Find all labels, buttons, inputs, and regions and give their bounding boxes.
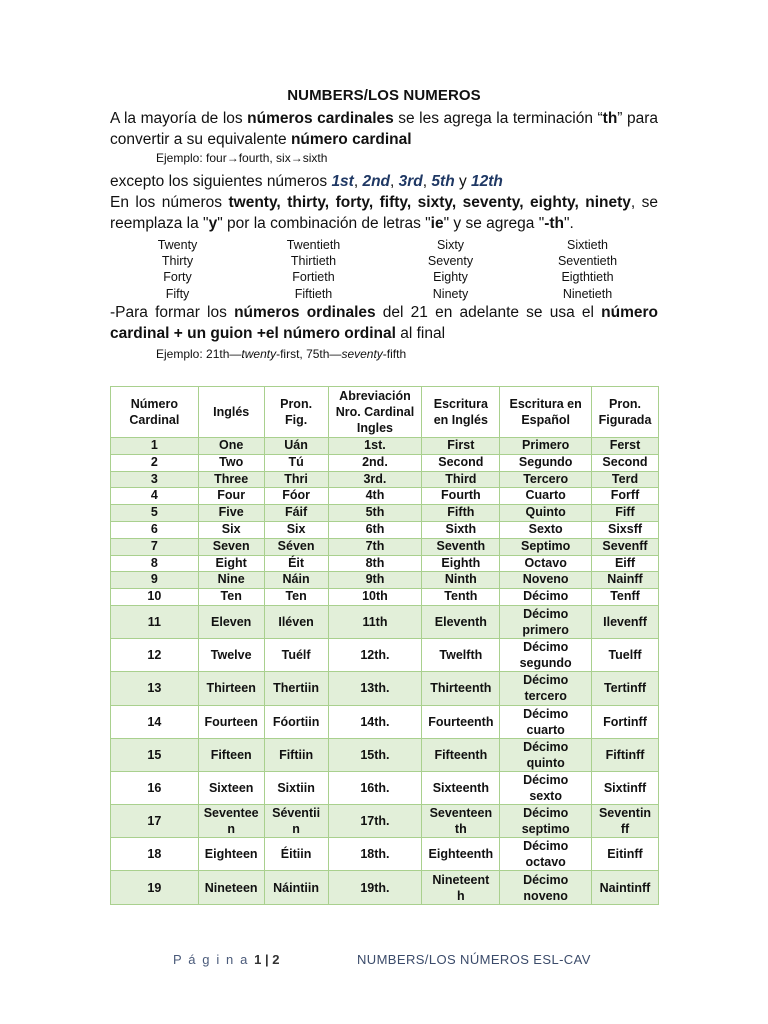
page-title: NUMBERS/LOS NUMEROS (287, 87, 481, 104)
cell-ord-es (500, 438, 592, 455)
cell-pron: Éit (264, 555, 328, 572)
highlight-number: 1st (331, 173, 354, 190)
table-row (111, 438, 659, 455)
cell-line: quinto (526, 755, 565, 770)
cell-line: Décimo (523, 607, 569, 622)
cell-abbr: 18th. (328, 838, 422, 871)
cell-ord-en: Fifteenth (422, 738, 500, 771)
header-line: Abreviación (339, 389, 411, 403)
cell-en: Five (198, 505, 264, 522)
cell-pron: Náintiin (264, 871, 328, 904)
cell-pron2: Eiff (592, 555, 659, 572)
cell-line: Septimo (521, 538, 571, 553)
cell-text: Seventin ff (598, 806, 652, 837)
numbers-table (110, 386, 659, 905)
cell-line: Octavo (524, 555, 567, 570)
tens-cell: Thirtieth (290, 254, 337, 269)
bold-text: -th (544, 215, 565, 232)
cell-num: 14 (111, 705, 199, 738)
cell-pron: Six (264, 521, 328, 538)
tens-cell: Twenty (157, 238, 198, 252)
text: -first, 75th— (276, 347, 342, 361)
cell-abbr: 12th. (328, 639, 422, 672)
cell-num: 18 (111, 838, 199, 871)
table-header-row (111, 387, 659, 438)
cell-ord-es (500, 838, 592, 871)
header-line: Número (130, 397, 178, 411)
cell-line: primero (522, 623, 569, 638)
header-line: Nro. Cardinal (335, 405, 415, 419)
text: , (422, 173, 432, 190)
table-row (111, 572, 659, 589)
table-row (111, 589, 659, 606)
cell-pron: Tuélf (264, 639, 328, 672)
cell-ord-es (500, 521, 592, 538)
cell-abbr: 1st. (328, 438, 422, 455)
tens-cell: Fifty (165, 286, 190, 301)
cell-ord-en: Eighth (422, 555, 500, 572)
cell-line: Tercero (523, 471, 569, 486)
cell-text: Seventee n (203, 806, 259, 837)
example-1: Ejemplo: four→fourth, six→sixth (156, 151, 328, 165)
text: " por la combinación de letras " (217, 215, 431, 232)
cell-text: Séventii n (272, 806, 321, 837)
tens-rule-paragraph (110, 192, 658, 234)
cell-abbr: 19th. (328, 871, 422, 904)
table-row (111, 672, 659, 705)
cell-ord-en: Eleventh (422, 605, 500, 638)
text: al final (395, 325, 446, 342)
cell-pron: Séven (264, 538, 328, 555)
header-line: Pron. (609, 397, 641, 411)
text: Ejemplo: 21th— (156, 347, 242, 361)
cell-num: 4 (111, 488, 199, 505)
cell-line: segundo (519, 656, 572, 671)
cell-ord-en: Sixteenth (422, 771, 500, 804)
cell-ord-en: Eighteenth (422, 838, 500, 871)
table-header-cell (264, 387, 328, 438)
cell-abbr: 11th (328, 605, 422, 638)
cell-ord-en: Twelfth (422, 639, 500, 672)
cell-ord-es (500, 572, 592, 589)
cell-pron2: Fortinff (592, 705, 659, 738)
table-row (111, 871, 659, 904)
cell-ord-en: Thirteenth (422, 672, 500, 705)
cell-pron: Náin (264, 572, 328, 589)
bold-text: números cardinales (247, 110, 394, 127)
tens-row (110, 253, 658, 269)
cell-line: sexto (529, 789, 562, 803)
cell-line: Noveno (522, 572, 569, 587)
tens-cell: Seventy (427, 254, 474, 269)
cell-ord-es (500, 454, 592, 471)
table-row (111, 538, 659, 555)
cell-ord-es (500, 639, 592, 672)
cell-ord-en: Seventh (422, 538, 500, 555)
table-row (111, 771, 659, 804)
tens-cell: Forty (163, 270, 192, 285)
table-header-cell (328, 387, 422, 438)
cell-num: 6 (111, 521, 199, 538)
cell-en: One (198, 438, 264, 455)
bold-text: números ordinales (234, 304, 376, 321)
bold-text: th (602, 110, 618, 127)
cell-ord-es (500, 471, 592, 488)
tens-cell: Seventieth (557, 254, 618, 269)
tens-row (110, 237, 658, 253)
cell-pron: Sixtiin (264, 771, 328, 804)
cell-abbr: 5th (328, 505, 422, 522)
cell-ord-en: Fifth (422, 505, 500, 522)
cell-pron2: Fiff (592, 505, 659, 522)
text: , (390, 173, 399, 190)
table-row (111, 454, 659, 471)
cell-pron2: Second (592, 454, 659, 471)
tens-cell: Ninetieth (562, 286, 613, 301)
cell-ord-en: First (422, 438, 500, 455)
cell-en: Twelve (198, 639, 264, 672)
cell-ord-en: Ninth (422, 572, 500, 589)
cell-pron (264, 805, 328, 838)
table-row (111, 639, 659, 672)
cell-num: 3 (111, 471, 199, 488)
cell-pron: Tú (264, 454, 328, 471)
text: se les agrega la terminación “ (393, 110, 603, 127)
cell-line: cuarto (526, 722, 565, 737)
cell-line: Décimo (523, 589, 569, 604)
highlight-number: 3rd (398, 173, 423, 190)
cell-ord-en: Third (422, 471, 500, 488)
header-line: Escritura (433, 397, 488, 411)
cell-line: Décimo (523, 773, 569, 787)
page-label: P á g i n a (173, 952, 249, 967)
cell-line: Décimo (523, 806, 569, 821)
cell-abbr: 14th. (328, 705, 422, 738)
cell-pron: Fóortiin (264, 705, 328, 738)
cell-pron2: Sevenff (592, 538, 659, 555)
cell-num: 17 (111, 805, 199, 838)
cell-en: Ten (198, 589, 264, 606)
cell-line: Décimo (523, 872, 569, 887)
cell-num: 12 (111, 639, 199, 672)
table-row (111, 471, 659, 488)
table-header-cell (592, 387, 659, 438)
cell-pron2: Sixtinff (592, 771, 659, 804)
cell-pron2: Tertinff (592, 672, 659, 705)
cell-pron: Ten (264, 589, 328, 606)
cell-abbr: 9th (328, 572, 422, 589)
cell-num: 1 (111, 438, 199, 455)
current-page: 1 (254, 952, 262, 967)
cell-ord-es (500, 505, 592, 522)
page-separator: | (261, 952, 273, 967)
cell-en: Eight (198, 555, 264, 572)
intro-paragraph (110, 108, 658, 150)
table-body (111, 438, 659, 905)
cell-abbr: 3rd. (328, 471, 422, 488)
table-row (111, 838, 659, 871)
bold-text: ie (430, 215, 444, 232)
cell-pron: Fóor (264, 488, 328, 505)
tens-cell: Fortieth (292, 270, 335, 285)
cell-en: Sixteen (198, 771, 264, 804)
tens-cell: Eighty (433, 270, 468, 285)
tens-cell: Twentieth (286, 238, 341, 252)
cell-abbr: 13th. (328, 672, 422, 705)
text: En los números (110, 194, 229, 211)
cell-ord-en: Second (422, 454, 500, 471)
cell-num: 5 (111, 505, 199, 522)
cell-en: Two (198, 454, 264, 471)
cell-num: 2 (111, 454, 199, 471)
header-line: Ingles (356, 421, 394, 435)
cell-ord-es (500, 555, 592, 572)
cell-en: Eighteen (198, 838, 264, 871)
cell-text: Nineteent h (432, 872, 490, 903)
bold-text: y (208, 215, 218, 232)
cell-num: 10 (111, 589, 199, 606)
cell-line: tercero (524, 689, 567, 704)
highlight-number: 12th (471, 173, 503, 190)
cell-en (198, 805, 264, 838)
cell-line: Segundo (518, 454, 573, 469)
cell-en: Nine (198, 572, 264, 589)
table-header-cell (111, 387, 199, 438)
cell-pron: Uán (264, 438, 328, 455)
table-row (111, 738, 659, 771)
cell-line: octavo (525, 855, 566, 870)
cell-en: Fourteen (198, 705, 264, 738)
cell-pron2: Tenff (592, 589, 659, 606)
total-pages: 2 (272, 952, 280, 967)
cell-ord-es (500, 805, 592, 838)
page-number (173, 952, 279, 967)
cell-ord-es (500, 589, 592, 606)
cell-ord-en: Tenth (422, 589, 500, 606)
cell-line: Décimo (523, 706, 569, 721)
cell-pron2 (592, 805, 659, 838)
cell-pron2: Tuelff (592, 639, 659, 672)
tens-cell: Fiftieth (294, 286, 333, 301)
tens-cell: Sixty (436, 238, 465, 252)
cell-abbr: 15th. (328, 738, 422, 771)
text: , se reemplaza la " (110, 194, 659, 232)
cell-line: Décimo (523, 739, 569, 754)
cell-en: Seven (198, 538, 264, 555)
cell-ord-en: Fourth (422, 488, 500, 505)
cell-en: Thirteen (198, 672, 264, 705)
footer-doc-title: NUMBERS/LOS NÚMEROS ESL-CAV (357, 952, 591, 967)
exceptions-paragraph (110, 171, 658, 192)
text: y (454, 173, 472, 190)
bold-text: número cardinal (290, 131, 412, 148)
cell-abbr: 2nd. (328, 454, 422, 471)
cell-ord-en: Fourteenth (422, 705, 500, 738)
cell-line: Décimo (523, 640, 569, 655)
cell-pron: Iléven (264, 605, 328, 638)
header-line: en Inglés (433, 413, 488, 427)
cell-ord-es (500, 488, 592, 505)
cell-num: 9 (111, 572, 199, 589)
tens-cell: Eigthtieth (561, 270, 614, 285)
cell-line: Décimo (523, 673, 569, 688)
cell-ord-es (500, 771, 592, 804)
cell-abbr: 10th (328, 589, 422, 606)
cell-en: Nineteen (198, 871, 264, 904)
cell-num: 7 (111, 538, 199, 555)
cell-en: Fifteen (198, 738, 264, 771)
ordinals-21-paragraph (110, 302, 658, 344)
cell-num: 15 (111, 738, 199, 771)
tens-cell: Thirty (161, 254, 194, 269)
highlight-number: 5th (431, 173, 455, 190)
text: ". (564, 215, 574, 232)
tens-cell: Ninety (432, 286, 469, 301)
cell-pron2: Ferst (592, 438, 659, 455)
bold-text: número cardinal + un guion +el número ordinal (110, 304, 659, 342)
header-line: Escritura en (509, 397, 582, 411)
text: -fifth (382, 347, 407, 361)
cell-line: Primero (522, 438, 570, 452)
table-header-cell (500, 387, 592, 438)
italic-text: twenty (241, 347, 277, 361)
italic-text: seventy (341, 347, 383, 361)
cell-en: Three (198, 471, 264, 488)
highlight-number: 2nd (362, 173, 391, 190)
cell-abbr: 8th (328, 555, 422, 572)
cell-abbr: 6th (328, 521, 422, 538)
cell-ord-es (500, 738, 592, 771)
cell-ord-en (422, 805, 500, 838)
bold-text: twenty, thirty, forty, fifty, sixty, seventy, eighty, ninety (228, 194, 631, 211)
header-line: Español (521, 413, 570, 427)
text: , (353, 173, 363, 190)
cell-abbr: 17th. (328, 805, 422, 838)
cell-pron2: Eitinff (592, 838, 659, 871)
cell-pron2: Sixsff (592, 521, 659, 538)
cell-abbr: 7th (328, 538, 422, 555)
cell-pron2: Ilevenff (592, 605, 659, 638)
table-header-cell (198, 387, 264, 438)
tens-row (110, 286, 658, 302)
cell-en: Six (198, 521, 264, 538)
cell-abbr: 4th (328, 488, 422, 505)
table-row (111, 505, 659, 522)
table-row (111, 488, 659, 505)
cell-ord-es (500, 538, 592, 555)
cell-pron2: Fiftinff (592, 738, 659, 771)
cell-ord-es (500, 605, 592, 638)
cell-line: Sexto (528, 521, 563, 536)
cell-ord-en (422, 871, 500, 904)
cell-en: Four (198, 488, 264, 505)
header-line: Cardinal (129, 413, 180, 427)
tens-word-grid (110, 237, 658, 302)
header-line: Pron. (280, 397, 313, 411)
text: excepto los siguientes números (110, 173, 332, 190)
header-line: Inglés (213, 405, 250, 419)
cell-abbr: 16th. (328, 771, 422, 804)
cell-pron2: Forff (592, 488, 659, 505)
table-row (111, 705, 659, 738)
text: -Para formar los (110, 304, 235, 321)
cell-ord-es (500, 871, 592, 904)
text: ” para convertir a su equivalente (110, 110, 658, 148)
text: del 21 en adelante se usa el (375, 304, 602, 321)
cell-pron: Thri (264, 471, 328, 488)
header-line: Fig. (284, 413, 308, 427)
table-row (111, 555, 659, 572)
text: " y se agrega " (443, 215, 545, 232)
cell-line: noveno (523, 888, 568, 903)
cell-num: 19 (111, 871, 199, 904)
cell-ord-en: Sixth (422, 521, 500, 538)
cell-pron: Fáif (264, 505, 328, 522)
cell-ord-es (500, 672, 592, 705)
text: A la mayoría de los (110, 110, 248, 127)
tens-row (110, 269, 658, 285)
header-line: Figurada (598, 413, 652, 427)
cell-line: Quinto (525, 505, 566, 520)
cell-line: septimo (521, 822, 570, 837)
example-2 (156, 347, 406, 361)
cell-num: 13 (111, 672, 199, 705)
table-row (111, 805, 659, 838)
cell-pron: Éitiin (264, 838, 328, 871)
cell-line: Décimo (523, 839, 569, 854)
cell-num: 8 (111, 555, 199, 572)
cell-num: 16 (111, 771, 199, 804)
cell-text: Seventeen th (429, 806, 493, 837)
table-row (111, 521, 659, 538)
cell-pron2: Terd (592, 471, 659, 488)
cell-line: Cuarto (525, 488, 566, 503)
table-row (111, 605, 659, 638)
cell-pron: Fiftiin (264, 738, 328, 771)
cell-pron: Thertiin (264, 672, 328, 705)
cell-pron2: Nainff (592, 572, 659, 589)
cell-pron2: Naintinff (592, 871, 659, 904)
cell-num: 11 (111, 605, 199, 638)
tens-cell: Sixtieth (567, 238, 608, 252)
cell-en: Eleven (198, 605, 264, 638)
cell-ord-es (500, 705, 592, 738)
table-header-cell (422, 387, 500, 438)
